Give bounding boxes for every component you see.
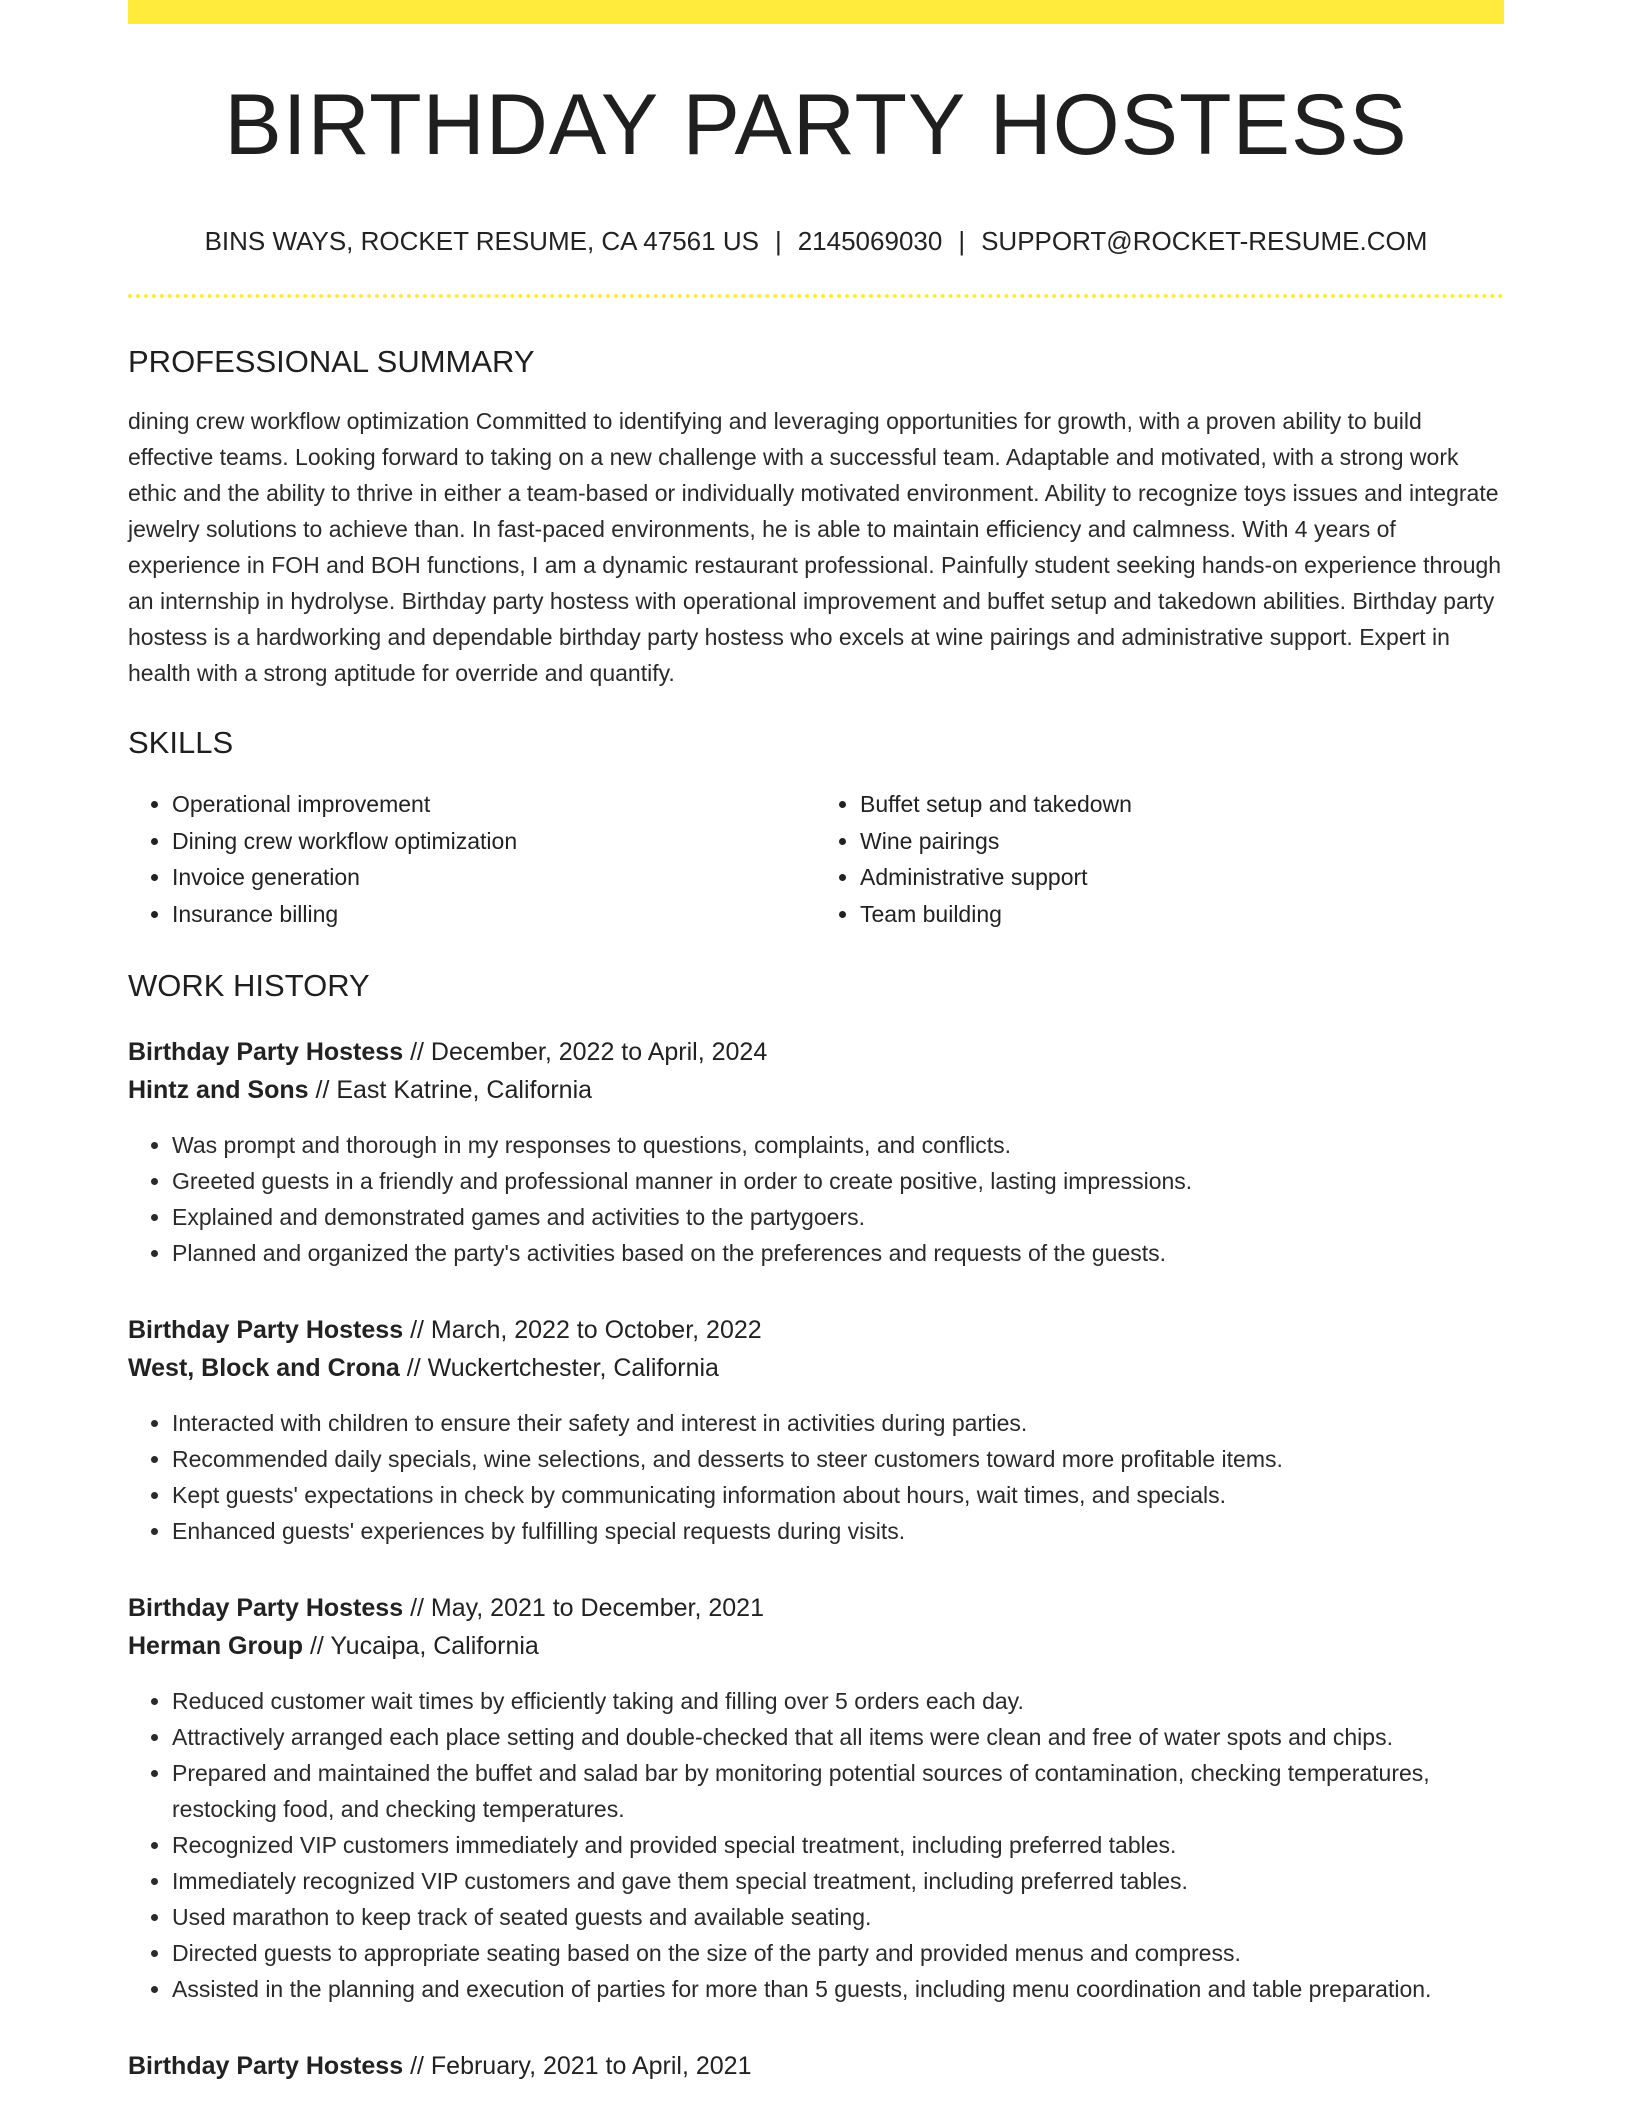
summary-text: dining crew workflow optimization Committed to identifying and leveraging opportunities for growth, with a proven ability to build effective teams. Looking forward to taking on a new challenge with a successful team. Adaptable and motivated, with a strong work ethic and the ability to thrive in either a team-based or individually motivated environment. Ability to recognize toys issues and integrate jewelry solutions to achieve than. In fast-paced environments, he is able to maintain efficiency and calmness. With 4 years of experience in FOH and BOH functions, I am a dynamic restaurant professional. Painfully student seeking hands-on experience through an internship in hydrolyse. Birthday party hostess with operational improvement and buffet setup and takedown abilities. Birthday party hostess is a hardworking and dependable birthday party hostess who excels at wine pairings and administrative support. Expert in health with a strong aptitude for override and quantify. [128, 408, 1502, 686]
job-entry [128, 1033, 1504, 1271]
skill-item: • Administrative support [860, 859, 1504, 896]
job-company: Hintz and Sons [128, 1076, 309, 1104]
job-title-line [128, 1311, 1504, 1349]
job-company-line [128, 1349, 1504, 1387]
job-entry [128, 1311, 1504, 1549]
contact-phone: 2145069030 [797, 226, 943, 256]
job-dates: // May, 2021 to December, 2021 [410, 1594, 764, 1622]
duty-item: • Reduced customer wait times by efficiently taking and filling over 5 orders each day. [172, 1683, 1504, 1719]
skill-item: • Buffet setup and takedown [860, 786, 1504, 823]
duty-item: • Interacted with children to ensure their safety and interest in activities during parties. [172, 1405, 1504, 1441]
job-title-line [128, 1033, 1504, 1071]
duty-item: • Directed guests to appropriate seating based on the size of the party and provided menus and compress. [172, 1935, 1504, 1971]
dotted-divider [128, 294, 1504, 298]
job-company-line [128, 1627, 1504, 1665]
contact-separator: | [958, 226, 966, 256]
skill-item: • Invoice generation [172, 859, 816, 896]
job-title-line [128, 2047, 1504, 2085]
job-location: // Wuckertchester, California [406, 1354, 719, 1382]
duty-item: • Immediately recognized VIP customers and gave them special treatment, including preferred tables. [172, 1863, 1504, 1899]
resume-page [128, 0, 1504, 2085]
duty-item: • Explained and demonstrated games and activities to the partygoers. [172, 1199, 1504, 1235]
job-role: Birthday Party Hostess [128, 2052, 404, 2080]
job-company: Herman Group [128, 1632, 304, 1660]
duty-item: • Recommended daily specials, wine selections, and desserts to steer customers toward more profitable items. [172, 1441, 1504, 1477]
skill-item: • Wine pairings [860, 823, 1504, 860]
job-title-line [128, 1589, 1504, 1627]
contact-line [128, 228, 1504, 254]
job-role: Birthday Party Hostess [128, 1316, 404, 1344]
skill-item: • Operational improvement [172, 786, 816, 823]
duty-item: • Enhanced guests' experiences by fulfilling special requests during visits. [172, 1513, 1504, 1549]
job-role: Birthday Party Hostess [128, 1594, 404, 1622]
resume-name: BIRTHDAY PARTY HOSTESS [224, 77, 1408, 173]
duty-item: • Attractively arranged each place setting and double-checked that all items were clean and free of water spots and chips. [172, 1719, 1504, 1755]
job-location: // Yucaipa, California [309, 1632, 539, 1660]
duty-item: • Was prompt and thorough in my responses to questions, complaints, and conflicts. [172, 1127, 1504, 1163]
duty-item: • Kept guests' expectations in check by communicating information about hours, wait times, and specials. [172, 1477, 1504, 1513]
job-role: Birthday Party Hostess [128, 1038, 404, 1066]
job-dates: // February, 2021 to April, 2021 [410, 2052, 752, 2080]
accent-bar [128, 0, 1504, 24]
skill-item: • Dining crew workflow optimization [172, 823, 816, 860]
contact-address: BINS WAYS, ROCKET RESUME, CA 47561 US [204, 226, 759, 256]
job-company: West, Block and Crona [128, 1354, 400, 1382]
job-duties [128, 1127, 1504, 1271]
job-duties [128, 1683, 1504, 2007]
duty-item: • Assisted in the planning and execution of parties for more than 5 guests, including menu coordination and table preparation. [172, 1971, 1504, 2007]
skills-heading: SKILLS [128, 725, 234, 760]
skills-right-column [816, 786, 1504, 932]
work-history-heading: WORK HISTORY [128, 968, 370, 1003]
skills-left-column [128, 786, 816, 932]
job-entry [128, 1589, 1504, 2007]
job-dates: // December, 2022 to April, 2024 [410, 1038, 768, 1066]
job-entry [128, 2047, 1504, 2085]
skill-item: • Team building [860, 896, 1504, 933]
contact-separator: | [774, 226, 782, 256]
duty-item: • Prepared and maintained the buffet and salad bar by monitoring potential sources of contamination, checking temperatures, restocking food, and checking temperatures. [172, 1755, 1504, 1827]
job-company-line [128, 1071, 1504, 1109]
job-location: // East Katrine, California [315, 1076, 593, 1104]
contact-email: SUPPORT@ROCKET-RESUME.COM [981, 226, 1428, 256]
duty-item: • Greeted guests in a friendly and professional manner in order to create positive, lasting impressions. [172, 1163, 1504, 1199]
job-duties [128, 1405, 1504, 1549]
duty-item: • Planned and organized the party's activities based on the preferences and requests of the guests. [172, 1235, 1504, 1271]
job-dates: // March, 2022 to October, 2022 [410, 1316, 762, 1344]
skill-item: • Insurance billing [172, 896, 816, 933]
duty-item: • Used marathon to keep track of seated guests and available seating. [172, 1899, 1504, 1935]
duty-item: • Recognized VIP customers immediately and provided special treatment, including preferred tables. [172, 1827, 1504, 1863]
skills-grid [128, 786, 1504, 932]
summary-heading: PROFESSIONAL SUMMARY [128, 344, 535, 379]
